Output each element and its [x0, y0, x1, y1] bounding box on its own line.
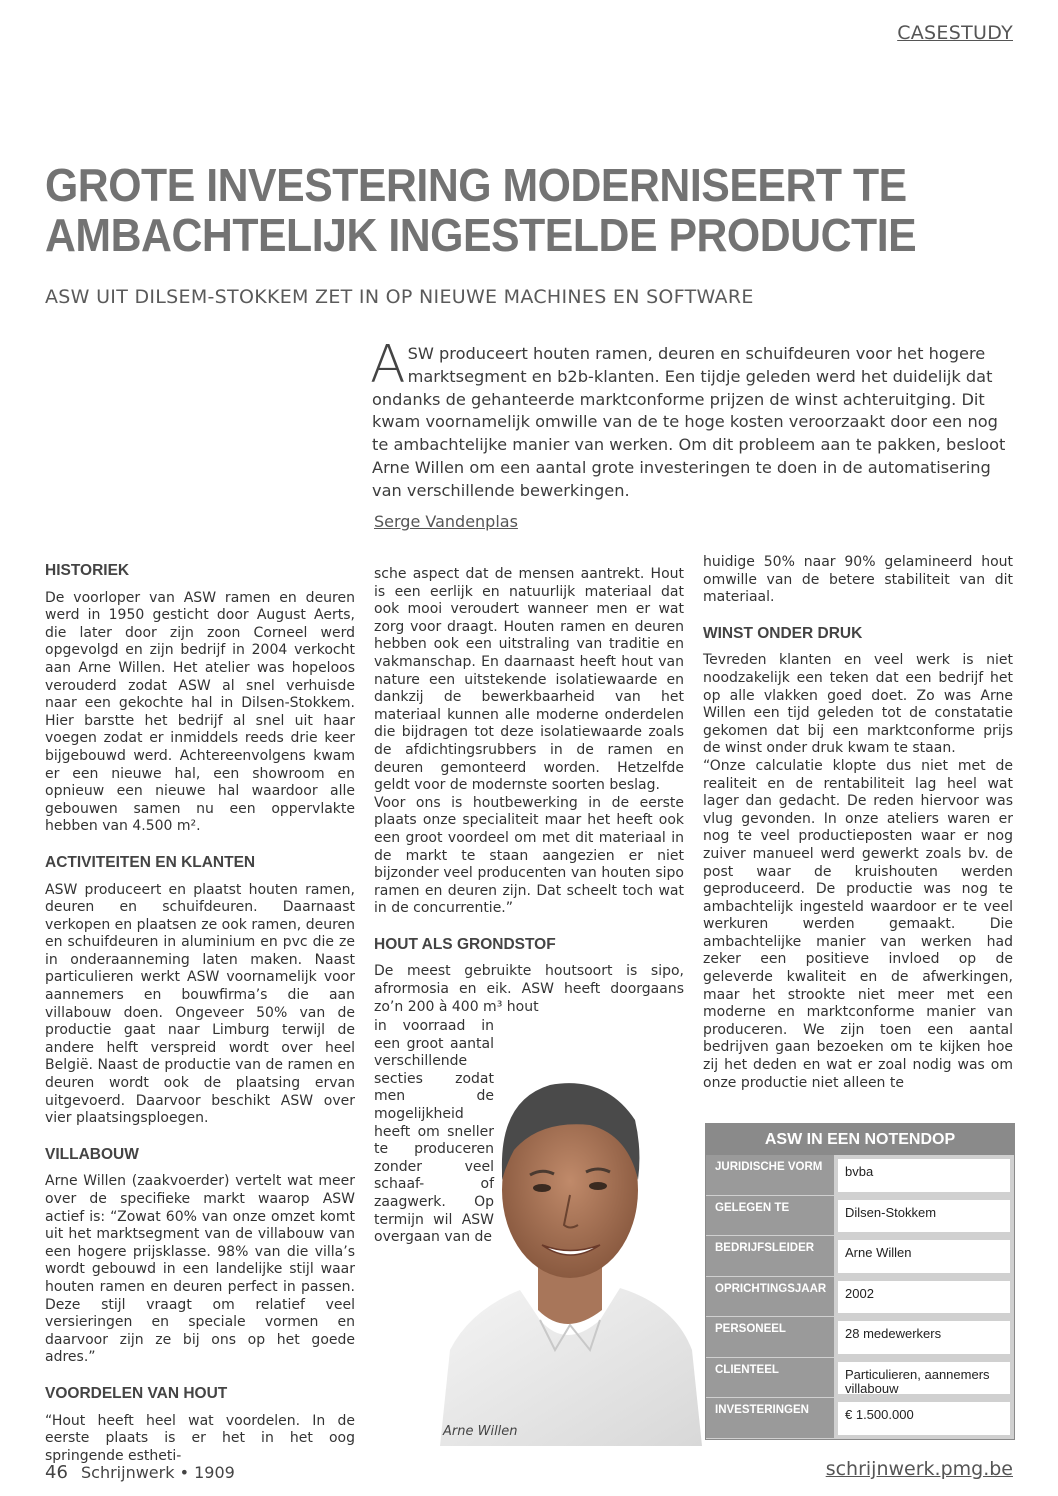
fact-row [706, 1398, 1014, 1439]
page-footer [45, 1462, 235, 1483]
fact-row [706, 1277, 1014, 1318]
paragraph: sche aspect dat de mensen aantrekt. Hout is een eerlijk en natuurlijk materiaal dat ook mooi veroudert wanneer men er wat zorg voor draagt. Houten ramen en deuren hebben ook een uitstraling van traditie en vakmanschap. En daarnaast heeft hout van nature een uitstekende isolatiewaarde en dankzij de bewerkbaarheid van het materiaal kunnen alle moderne onderdelen die bijdragen tot deze isolatiewaarde zoals de afdichtingsrubbers in de ramen en deuren gemonteerd worden. Hetzelfde geldt voor de modernste soorten beslag. [374, 566, 684, 794]
heading-hout-als-grondstof: HOUT ALS GRONDSTOF [374, 935, 556, 953]
fact-box [705, 1123, 1015, 1440]
fact-value: 2002 [838, 1281, 1010, 1314]
heading-historiek: HISTORIEK [45, 562, 130, 579]
fact-value: Dilsen-Stokkem [838, 1200, 1010, 1233]
fact-row [706, 1196, 1014, 1237]
paragraph: huidige 50% naar 90% gelamineerd hout omwille van de betere stabiliteit van dit materiaal. [703, 554, 1013, 606]
heading-voordelen: VOORDELEN VAN HOUT [45, 1384, 228, 1402]
fact-value: Particulieren, aannemers villabouw [838, 1362, 1010, 1395]
fact-value: Arne Willen [838, 1240, 1010, 1273]
paragraph: Voor ons is houtbewerking in de eerste plaats onze specialiteit maar het heeft ook een groot voordeel om met dit materiaal in de markt te staan aangezien er niet bijzonder veel producenten van houten sipo ramen en deuren zijn. Dat scheelt toch wat in de concurrentie.” [374, 794, 684, 917]
paragraph: De voorloper van ASW ramen en deuren werd in 1950 gesticht door August Aerts, die later door zijn zoon Corneel werd opgevolgd en zijn bedrijf in 2004 verkocht aan Arne Willen. Het atelier was hopeloos verouderd zodat ASW al snel verhuisde naar een gekochte hal in Dilsen-Stokkem. Hier barstte het bedrijf al snel uit haar voegen zodat er inmiddels reeds drie keer bijgebouwd werd. Achtereenvolgens kwam er een nieuwe hal, een showroom en opnieuw een nieuwe hal waardoor alle gebouwen samen nu een oppervlakte hebben van 4.500 m². [45, 589, 355, 835]
column-3 [703, 554, 1013, 1110]
heading-winst-onder-druk: WINST ONDER DRUK [703, 624, 863, 642]
fact-value: bvba [838, 1159, 1010, 1192]
website-link[interactable]: schrijnwerk.pmg.be [825, 1458, 1013, 1480]
fact-value: € 1.500.000 [838, 1402, 1010, 1435]
column-2 [374, 566, 684, 1034]
article-subtitle: ASW UIT DILSEM-STOKKEM ZET IN OP NIEUWE MACHINES EN SOFTWARE [45, 286, 754, 308]
portrait-photo [430, 1020, 702, 1446]
intro-paragraph [370, 335, 1012, 503]
magazine-issue: Schrijnwerk • 1909 [81, 1463, 235, 1482]
article-title [45, 160, 938, 260]
fact-value: 28 medewerkers [838, 1321, 1010, 1354]
fact-row [706, 1236, 1014, 1277]
photo-caption: Arne Willen [443, 1424, 518, 1439]
paragraph: “Hout heeft heel wat voordelen. In de eerste plaats is er het in het oog springende estheti- [45, 1412, 355, 1464]
paragraph: Tevreden klanten en veel werk is niet noodzakelijk een teken dat een bedrijf het op alle vlakken goed doet. Zo was Arne Willen een tijd geleden tot de constatatie gekomen dat bij een marktconforme prijs de winst onder druk kwam te staan. [703, 652, 1013, 757]
fact-key: CLIENTEEL [706, 1358, 834, 1399]
fact-row [706, 1155, 1014, 1196]
column-1 [45, 562, 355, 1483]
heading-activiteiten: ACTIVITEITEN EN KLANTEN [45, 853, 256, 871]
author-byline: Serge Vandenplas [374, 512, 518, 531]
fact-key: JURIDISCHE VORM [706, 1155, 834, 1196]
fact-key: GELEGEN TE [706, 1196, 834, 1237]
fact-key: OPRICHTINGSJAAR [706, 1277, 834, 1318]
article-title-line-1: GROTE INVESTERING MODERNISEERT TE [45, 159, 907, 211]
fact-key: PERSONEEL [706, 1317, 834, 1358]
fact-box-title: ASW IN EEN NOTENDOP [706, 1124, 1014, 1155]
fact-key: BEDRIJFSLEIDER [706, 1236, 834, 1277]
fact-key: INVESTERINGEN [706, 1398, 834, 1439]
paragraph: Arne Willen (zaakvoerder) vertelt wat meer over de specifieke markt waarop ASW actief is: “Zowat 60% van onze omzet komt uit het marktsegment van de villabouw van een hogere prijsklasse. 98% van die villa’s wordt gebouwd in een landelijke stijl waar houten ramen en deuren perfect in passen. Deze stijl vraagt om relatief veel versieringen en speciale vormen en daarvoor zijn ze bij ons op het goede adres.” [45, 1173, 355, 1366]
drop-cap: A [370, 335, 406, 395]
paragraph: “Onze calculatie klopte dus niet met de realiteit en de rentabiliteit lag heel wat lager dan gedacht. De reden hiervoor was vlug gevonden. In onze ateliers waren er nog te veel productieposten waar er nog zuiver manueel werd gewerkt zoals bv. de post waar de kruishouten werden geproduceerd. De productie was nog te ambachtelijk ingesteld waardoor er te veel werkuren werden gemaakt. Die ambachtelijke manier van werken had zeker een positieve invloed op de geleverde kwaliteit en de afwerkingen, maar het strookte niet meer met een moderne en marktconforme manier van produceren. We zijn toen een aantal bedrijven gaan bezoeken om te kijken hoe zij het deden en wat er zoal nodig was om onze productie niet alleen te [703, 757, 1013, 1091]
page-number: 46 [45, 1462, 68, 1483]
article-title-line-2: AMBACHTELIJK INGESTELDE PRODUCTIE [45, 209, 917, 261]
section-label: CASESTUDY [897, 22, 1013, 44]
wrapped-text: in voorraad in een groot aantal verschillende secties zodat men de mogelijkheid heeft om sneller te produceren zonder veel schaaf- of zaagwerk. Op termijn wil ASW overgaan van de [374, 1018, 494, 1246]
paragraph: ASW produceert en plaatst houten ramen, deuren en schuifdeuren. Daarnaast verkopen en plaatsen ze ook ramen, deuren en schuifdeuren in aluminium en pvc die ze in onderaanneming laten maken. Naast particulieren werkt ASW voornamelijk voor aannemers en bouwfirma’s die aan villabouw doen. Ongeveer 50% van de productie gaat naar Limburg terwijl de andere helft verspreid wordt over heel België. Naast de productie van de ramen en deuren wordt ook de plaatsing ervan uitgevoerd. Daarvoor beschikt ASW over vier plaatsingsploegen. [45, 881, 356, 1127]
intro-text: SW produceert houten ramen, deuren en schuifdeuren voor het hogere marktsegment en b2b-klanten. Een tijdje geleden werd het duidelijk dat ondanks de gehanteerde marktconforme prijzen de winst achteruitging. Dit kwam voornamelijk omwille van de te hoge kosten veroorzaakt door een nog te ambachtelijke manier van werken. Om dit probleem aan te pakken, besloot Arne Willen om een aantal grote investeringen te doen in de automatisering van verschillende bewerkingen. [372, 344, 1006, 500]
fact-row [706, 1358, 1014, 1399]
paragraph: De meest gebruikte houtsoort is sipo, afrormosia en eik. ASW heeft doorgaans zo’n 200 à 400 m³ hout [374, 963, 684, 1015]
fact-row [706, 1317, 1014, 1358]
heading-villabouw: VILLABOUW [45, 1145, 139, 1163]
